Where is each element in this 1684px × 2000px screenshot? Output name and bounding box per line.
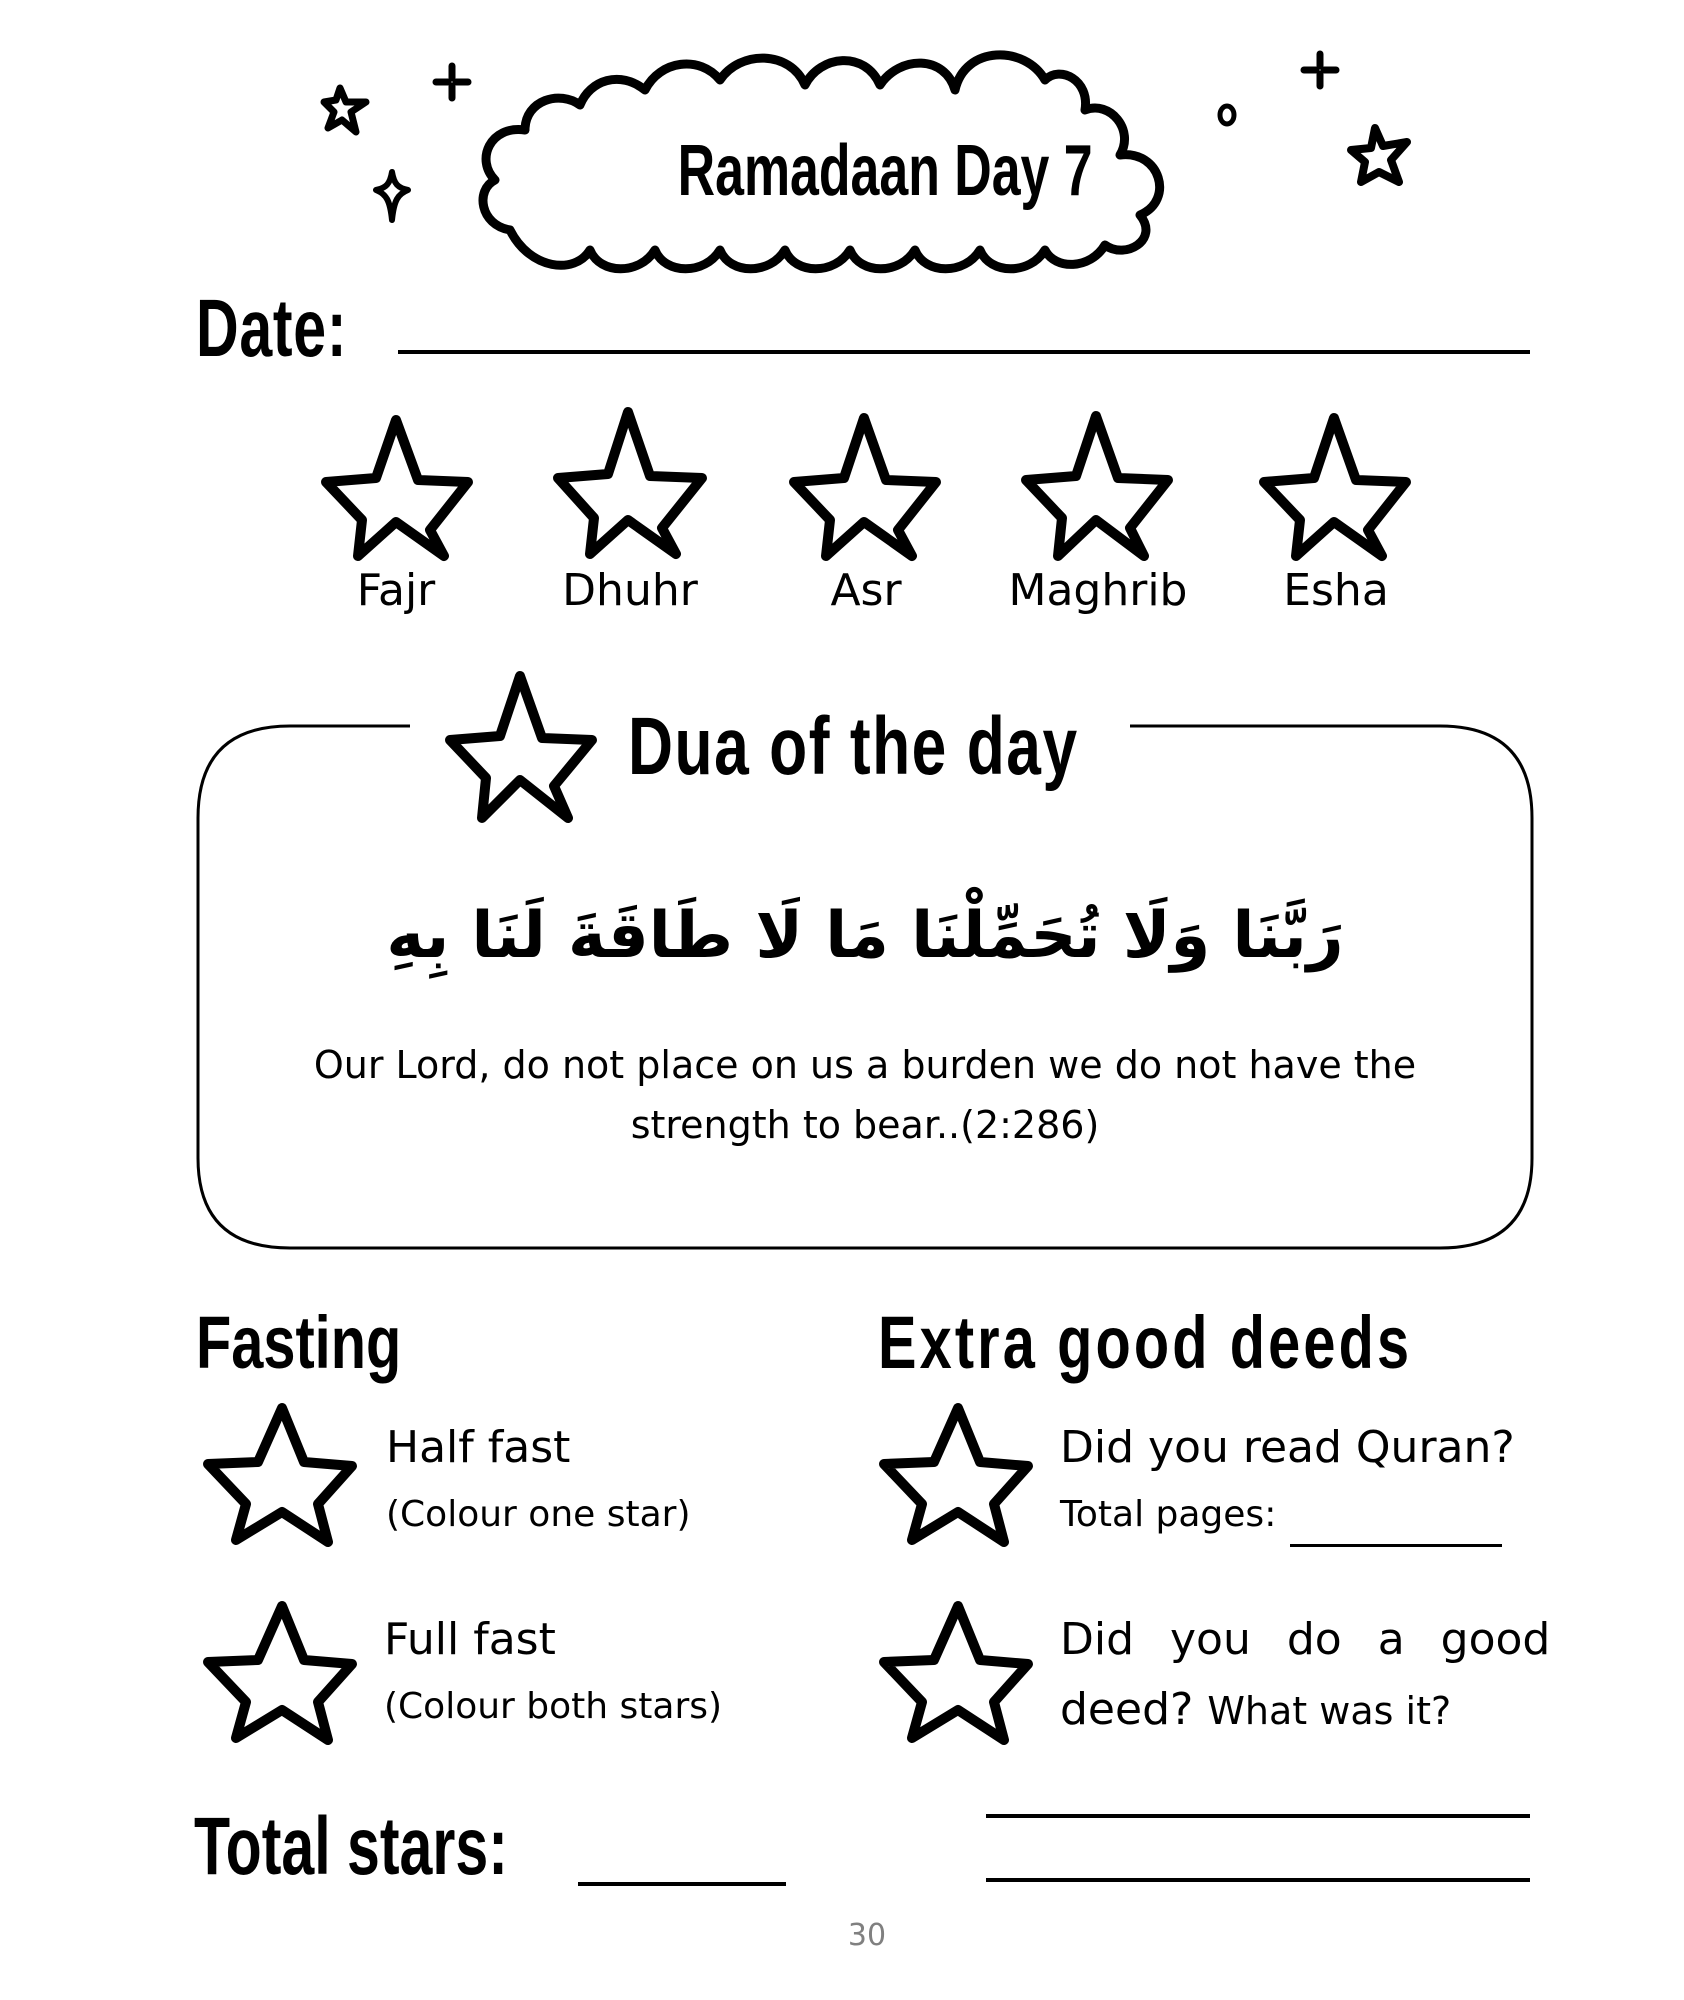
dua-translation-line-1: Our Lord, do not place on us a burden we do not have the: [313, 1043, 1417, 1087]
prayer-label-fajr: Fajr: [356, 565, 436, 616]
prayer-label-maghrib: Maghrib: [1008, 565, 1188, 616]
sparkle-diamond-icon: [370, 168, 414, 224]
title-cloud: [470, 40, 1300, 280]
dua-translation-line-2: strength to bear..(2:286): [630, 1103, 1100, 1147]
sparkle-star-icon: [318, 82, 374, 138]
full-fast-subtitle: (Colour both stars): [384, 1686, 723, 1727]
good-deed-answer-line-2[interactable]: [986, 1878, 1530, 1882]
prayer-star-fajr-icon[interactable]: [318, 412, 478, 562]
dua-box-border: [190, 718, 1540, 1258]
half-fast-subtitle: (Colour one star): [386, 1494, 691, 1535]
prayer-star-esha-icon[interactable]: [1256, 410, 1416, 562]
fasting-heading: Fasting: [196, 1301, 402, 1384]
sparkle-star-icon: [1345, 120, 1417, 192]
sparkle-cross-icon: [432, 62, 472, 102]
good-deed-question-line-2: [1060, 1684, 1451, 1735]
prayer-star-maghrib-icon[interactable]: [1018, 408, 1178, 562]
quran-star-icon[interactable]: [876, 1400, 1036, 1550]
dua-arabic: رَبَّنَا وَلَا تُحَمِّلْنَا مَا لَا طَاقَةَ لَنَا بِهِ: [386, 899, 1344, 973]
full-fast-star-icon[interactable]: [200, 1598, 360, 1748]
good-deed-prompt: What was it?: [1207, 1689, 1452, 1733]
total-stars-input-line[interactable]: [578, 1882, 786, 1886]
good-deeds-heading: Extra good deeds: [878, 1301, 1413, 1384]
prayer-label-esha: Esha: [1283, 565, 1389, 616]
prayer-star-asr-icon[interactable]: [786, 410, 946, 562]
sparkle-cross-icon: [1300, 50, 1340, 90]
sparkle-circle-icon: [1214, 100, 1240, 130]
quran-pages-input-line[interactable]: [1290, 1544, 1502, 1547]
prayer-star-dhuhr-icon[interactable]: [550, 404, 710, 562]
quran-question: Did you read Quran?: [1060, 1422, 1515, 1473]
good-deed-star-icon[interactable]: [876, 1598, 1036, 1748]
total-stars-label: Total stars:: [194, 1801, 508, 1892]
page-number: 30: [847, 1918, 887, 1953]
prayer-label-asr: Asr: [830, 565, 902, 616]
prayer-label-dhuhr: Dhuhr: [562, 565, 698, 616]
good-deed-answer-line-1[interactable]: [986, 1814, 1530, 1818]
date-input-line[interactable]: [398, 350, 1530, 354]
date-label: Date:: [196, 283, 348, 374]
dua-star-icon: [442, 668, 602, 828]
full-fast-title: Full fast: [384, 1614, 556, 1665]
half-fast-star-icon[interactable]: [200, 1400, 360, 1550]
good-deed-question: Did you do a good: [1060, 1614, 1551, 1665]
dua-heading: Dua of the day: [628, 701, 1079, 792]
half-fast-title: Half fast: [386, 1422, 571, 1473]
good-deed-question-end: deed?: [1060, 1684, 1194, 1735]
page-title: Ramadaan Day 7: [677, 131, 1093, 211]
quran-pages-label: Total pages:: [1060, 1494, 1277, 1535]
